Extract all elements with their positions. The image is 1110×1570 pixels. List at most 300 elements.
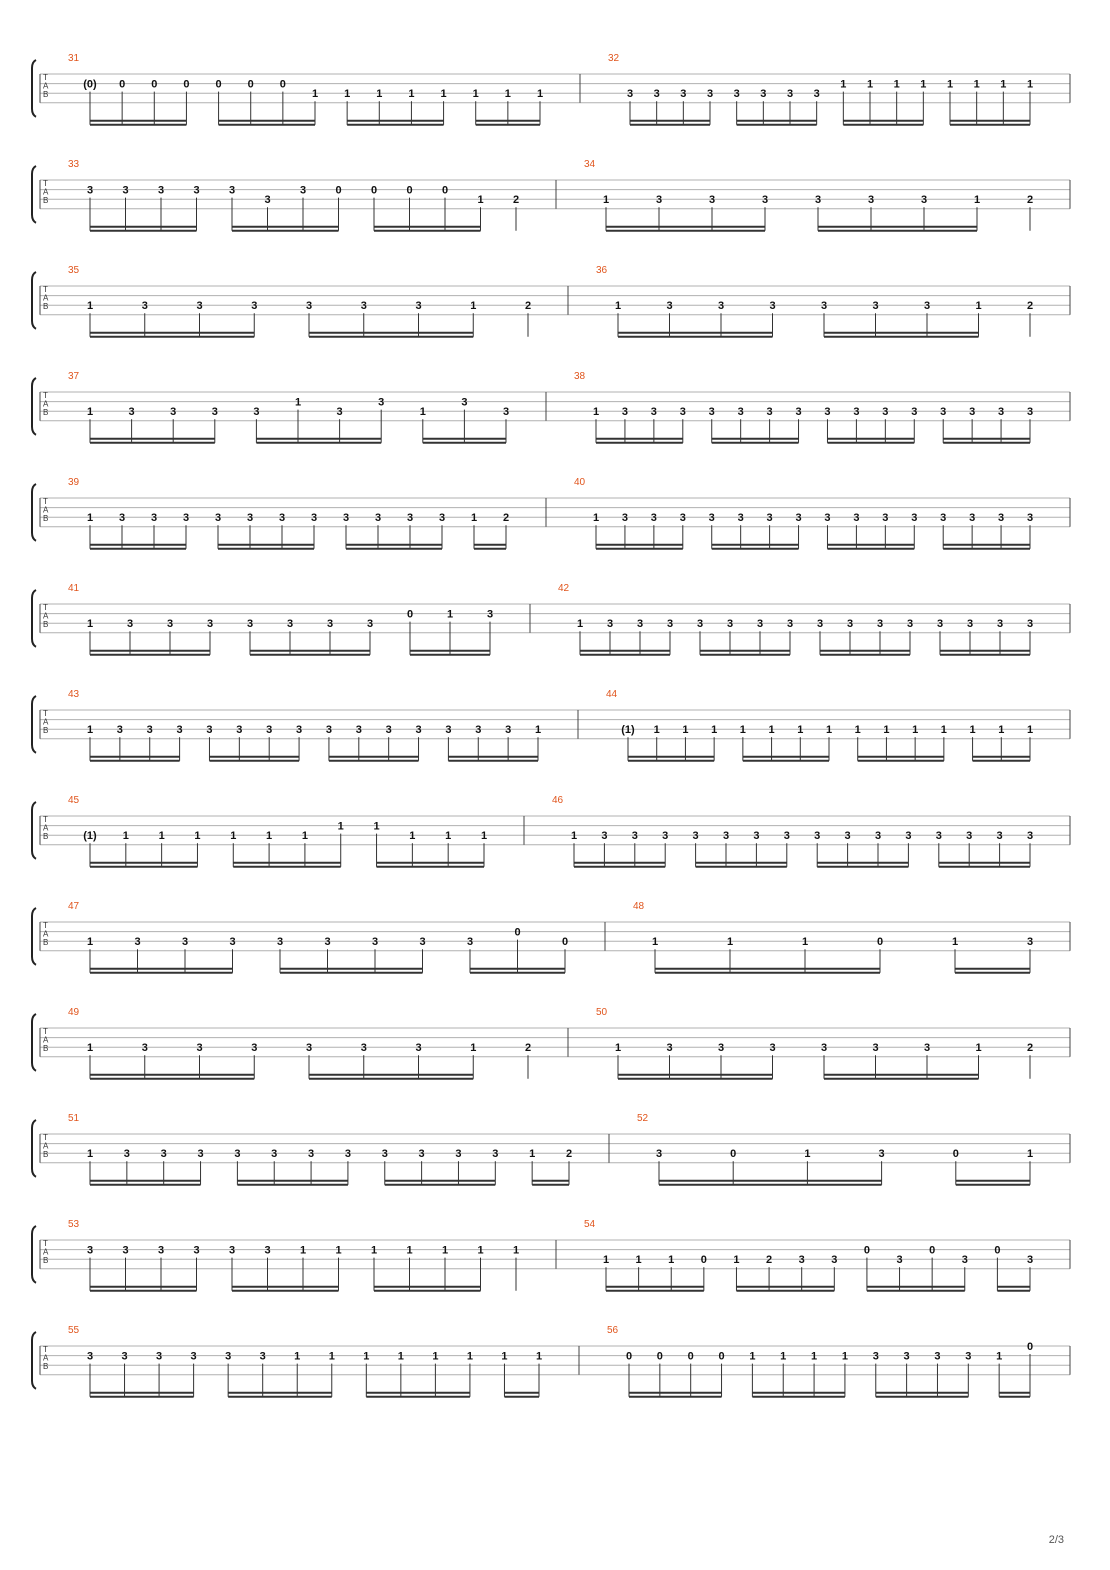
- fret-number: 0: [656, 1350, 663, 1363]
- fret-number: 3: [170, 406, 177, 419]
- fret-number: 3: [666, 300, 673, 313]
- fret-number: 1: [951, 936, 959, 949]
- fret-number: 1: [940, 724, 947, 737]
- fret-number: 1: [920, 78, 927, 91]
- measure-number: 41: [68, 583, 80, 594]
- fret-number: 0: [700, 1254, 707, 1267]
- fret-number: 1: [370, 1244, 378, 1257]
- measure: [637, 1113, 1033, 1185]
- fret-number: 3: [882, 512, 889, 525]
- fret-number: 0: [730, 1148, 737, 1161]
- tab-system: [32, 901, 1070, 973]
- tab-clef-letter: B: [43, 938, 49, 948]
- fret-number: 3: [935, 830, 942, 843]
- tab-clef-letter: A: [43, 717, 49, 727]
- fret-number: 3: [769, 1042, 776, 1055]
- measure: [633, 901, 1033, 973]
- fret-number: 1: [614, 1042, 622, 1055]
- tab-clef-letter: B: [43, 514, 49, 524]
- fret-number: 1: [299, 1244, 307, 1257]
- fret-number: 0: [406, 608, 414, 621]
- system-bracket: [32, 60, 36, 117]
- fret-number: 3: [786, 88, 794, 101]
- fret-number: 3: [867, 194, 875, 207]
- measure: [68, 1219, 519, 1291]
- tab-system: [32, 265, 1070, 337]
- fret-number: 3: [229, 936, 236, 949]
- fret-number: 3: [722, 830, 730, 843]
- fret-number: 3: [278, 512, 286, 525]
- tab-system: [32, 689, 1070, 761]
- fret-number: 1: [122, 830, 129, 843]
- measure-number: 44: [606, 689, 618, 700]
- fret-number: 0: [183, 78, 190, 91]
- fret-number: 3: [206, 618, 214, 631]
- fret-number: 3: [406, 512, 414, 525]
- fret-number: 3: [965, 1350, 972, 1363]
- fret-number: 1: [409, 830, 416, 843]
- fret-number: 1: [635, 1254, 642, 1267]
- fret-number: 1: [912, 724, 919, 737]
- measure: [596, 265, 1033, 337]
- system-bracket: [32, 802, 36, 859]
- fret-number: 3: [621, 512, 628, 525]
- measure: [596, 1007, 1033, 1079]
- tab-clef-letter: B: [43, 302, 49, 312]
- measure: [68, 901, 568, 973]
- fret-number: 3: [621, 406, 628, 419]
- fret-number: 1: [86, 1042, 94, 1055]
- fret-number: 3: [996, 830, 1003, 843]
- measure-number: 34: [584, 159, 596, 170]
- measure-number: 42: [558, 583, 570, 594]
- fret-number: 1: [477, 194, 484, 207]
- fret-number: 3: [911, 512, 918, 525]
- fret-number: 3: [193, 1244, 200, 1257]
- measure: [68, 371, 509, 443]
- fret-number: 3: [760, 88, 767, 101]
- tab-clef-letter: T: [43, 1027, 48, 1036]
- fret-number: 3: [795, 406, 802, 419]
- fret-number: 3: [813, 88, 820, 101]
- fret-number: 3: [305, 300, 313, 313]
- page-number: 2/3: [1048, 1534, 1064, 1546]
- fret-number: 1: [668, 1254, 675, 1267]
- fret-number: 3: [923, 1042, 931, 1055]
- tab-system: [32, 1219, 1070, 1291]
- fret-number: 0: [863, 1244, 870, 1257]
- fret-number: 1: [86, 618, 94, 631]
- measure-number: 38: [574, 371, 586, 382]
- tab-system: [32, 795, 1070, 867]
- fret-number: 1: [804, 1148, 811, 1161]
- fret-number: 1: [446, 608, 454, 621]
- measure: [584, 159, 1033, 231]
- tab-clef-letter: A: [43, 1247, 49, 1257]
- fret-number: 3: [824, 406, 831, 419]
- fret-number: 3: [733, 88, 740, 101]
- tab-clef-letter: A: [43, 187, 49, 197]
- fret-number: 3: [998, 406, 1005, 419]
- fret-number: 3: [271, 1148, 278, 1161]
- measure-number: 47: [68, 901, 80, 912]
- fret-number: 3: [299, 184, 307, 197]
- fret-number: 1: [576, 618, 584, 631]
- tab-clef-letter: T: [43, 285, 48, 294]
- fret-number: 1: [841, 1350, 848, 1363]
- fret-number: 1: [602, 1254, 610, 1267]
- fret-number: 3: [166, 618, 174, 631]
- tab-clef-letter: A: [43, 1035, 49, 1045]
- fret-number: 1: [1026, 1148, 1034, 1161]
- fret-number: 3: [122, 1244, 129, 1257]
- fret-number: 3: [150, 512, 158, 525]
- fret-number: 3: [157, 184, 165, 197]
- fret-number: 3: [708, 194, 716, 207]
- fret-number: 3: [814, 194, 822, 207]
- measure: [584, 1219, 1033, 1291]
- fret-number: 3: [631, 830, 638, 843]
- measure: [574, 371, 1033, 443]
- fret-number: 3: [160, 1148, 167, 1161]
- fret-number: 3: [324, 936, 331, 949]
- fret-number: 3: [961, 1254, 968, 1267]
- fret-number: 1: [86, 512, 94, 525]
- tab-system: [32, 1113, 1070, 1185]
- fret-number: 1: [477, 1244, 484, 1257]
- system-bracket: [32, 1332, 36, 1389]
- measure: [68, 265, 531, 337]
- fret-number: 3: [286, 618, 294, 631]
- fret-number: 1: [419, 406, 426, 419]
- measure: [68, 1325, 542, 1397]
- fret-number: 1: [440, 88, 447, 101]
- fret-number: 3: [1026, 830, 1034, 843]
- fret-number: 3: [872, 1042, 879, 1055]
- measure-number: 50: [596, 1007, 608, 1018]
- fret-number: 1: [535, 1350, 543, 1363]
- fret-number: 0: [561, 936, 569, 949]
- fret-number: 3: [756, 618, 764, 631]
- fret-number: 3: [196, 300, 203, 313]
- fret-number: 1: [86, 1148, 94, 1161]
- fret-number: 3: [911, 406, 918, 419]
- fret-number: 1: [373, 820, 380, 833]
- fret-number: 3: [141, 300, 148, 313]
- fret-number: 3: [679, 406, 686, 419]
- fret-number: 3: [655, 194, 663, 207]
- fret-number: 1: [158, 830, 165, 843]
- measure: [68, 583, 493, 655]
- fret-number: 1: [470, 300, 477, 313]
- fret-number: 0: [952, 1148, 959, 1161]
- fret-number: 0: [1026, 1341, 1034, 1353]
- fret-number: 3: [853, 512, 860, 525]
- fret-number: 3: [193, 184, 200, 197]
- system-bracket: [32, 1226, 36, 1283]
- fret-number: 1: [432, 1350, 439, 1363]
- fret-number: 1: [337, 820, 344, 833]
- measure: [606, 689, 1033, 761]
- tab-clef-letter: B: [43, 90, 49, 100]
- fret-number: 3: [355, 724, 362, 737]
- fret-number: 3: [121, 1350, 128, 1363]
- system-bracket: [32, 1014, 36, 1071]
- tab-clef-letter: A: [43, 1141, 49, 1151]
- fret-number: 1: [749, 1350, 756, 1363]
- fret-number: 3: [228, 1244, 236, 1257]
- fret-number: 3: [786, 618, 794, 631]
- tab-system: [32, 477, 1070, 549]
- fret-number: 3: [296, 724, 303, 737]
- tab-clef-letter: T: [43, 815, 48, 824]
- fret-number: 0: [994, 1244, 1001, 1257]
- tab-clef-letter: T: [43, 497, 48, 506]
- fret-number: 3: [872, 1350, 879, 1363]
- fret-number: 1: [397, 1350, 404, 1363]
- fret-number: 3: [342, 512, 350, 525]
- fret-number: 1: [592, 512, 600, 525]
- fret-number: 3: [606, 618, 614, 631]
- fret-number: 3: [461, 396, 468, 409]
- fret-number: 1: [653, 724, 660, 737]
- tab-clef-letter: T: [43, 1239, 48, 1248]
- fret-number: 3: [708, 512, 715, 525]
- fret-number: 3: [264, 1244, 271, 1257]
- fret-number: 3: [653, 88, 660, 101]
- fret-number: 3: [264, 194, 271, 207]
- system-bracket: [32, 272, 36, 329]
- fret-number: 1: [230, 830, 237, 843]
- fret-number: 2: [524, 1042, 532, 1055]
- fret-number: 0: [119, 78, 126, 91]
- fret-number: 2: [1026, 300, 1034, 313]
- fret-number: 3: [876, 618, 884, 631]
- tab-clef-letter: T: [43, 921, 48, 930]
- fret-number: 1: [441, 1244, 449, 1257]
- fret-number: 3: [214, 512, 222, 525]
- fret-number: 3: [196, 1042, 203, 1055]
- fret-number: 1: [344, 88, 351, 101]
- tab-clef-letter: T: [43, 603, 48, 612]
- fret-number: 0: [876, 936, 884, 949]
- fret-number: 3: [211, 406, 218, 419]
- tab-system: [32, 1325, 1070, 1397]
- fret-number: 1: [311, 88, 319, 101]
- fret-number: 0: [279, 78, 286, 91]
- fret-number: 3: [492, 1148, 499, 1161]
- fret-number: 0: [370, 184, 378, 197]
- fret-number: 0: [441, 184, 449, 197]
- tab-system: [32, 159, 1070, 231]
- fret-number: 1: [711, 724, 718, 737]
- fret-number: 0: [247, 78, 254, 91]
- fret-number: 3: [141, 1042, 148, 1055]
- fret-number: 1: [592, 406, 600, 419]
- fret-number: 3: [310, 512, 318, 525]
- fret-number: 1: [470, 1042, 477, 1055]
- tab-system: [32, 53, 1070, 125]
- fret-number: 1: [406, 1244, 413, 1257]
- fret-number: 3: [662, 830, 669, 843]
- fret-number: 3: [475, 724, 482, 737]
- fret-number: 1: [726, 936, 734, 949]
- fret-number: 1: [86, 406, 94, 419]
- measure: [608, 53, 1033, 125]
- fret-number: 1: [801, 936, 809, 949]
- fret-number: 3: [438, 512, 446, 525]
- fret-number: 0: [151, 78, 158, 91]
- fret-number: 3: [502, 406, 510, 419]
- tab-clef-letter: T: [43, 1133, 48, 1142]
- fret-number: 3: [706, 88, 714, 101]
- fret-number: 3: [795, 512, 802, 525]
- fret-number: (1): [621, 724, 635, 737]
- fret-number: 3: [844, 830, 851, 843]
- measure: [68, 1113, 572, 1185]
- system-bracket: [32, 696, 36, 753]
- fret-number: 3: [831, 1254, 838, 1267]
- fret-number: 3: [824, 512, 831, 525]
- fret-number: 3: [766, 512, 773, 525]
- tab-clef-letter: T: [43, 73, 48, 82]
- fret-number: 1: [866, 78, 874, 91]
- fret-number: 1: [614, 300, 622, 313]
- fret-number: 3: [940, 406, 947, 419]
- fret-number: 3: [122, 184, 129, 197]
- fret-number: 3: [378, 396, 385, 409]
- fret-number: 3: [737, 512, 744, 525]
- tab-clef-letter: B: [43, 1044, 49, 1054]
- measure-number: 35: [68, 265, 80, 276]
- measure-number: 45: [68, 795, 80, 806]
- fret-number: 1: [733, 1254, 740, 1267]
- fret-number: 3: [123, 1148, 130, 1161]
- tab-clef-letter: B: [43, 726, 49, 736]
- tab-clef-letter: T: [43, 709, 48, 718]
- fret-number: 1: [376, 88, 383, 101]
- fret-number: 3: [996, 618, 1004, 631]
- fret-number: 3: [650, 406, 657, 419]
- fret-number: 1: [534, 724, 542, 737]
- fret-number: 3: [466, 936, 474, 949]
- fret-number: 3: [326, 618, 334, 631]
- fret-number: 3: [906, 618, 914, 631]
- measure-number: 36: [596, 265, 608, 276]
- fret-number: 3: [116, 724, 123, 737]
- fret-number: 3: [259, 1350, 266, 1363]
- fret-number: 0: [929, 1244, 936, 1257]
- measure-number: 52: [637, 1113, 649, 1124]
- fret-number: 3: [878, 1148, 885, 1161]
- fret-number: (1): [83, 830, 97, 843]
- measure-number: 55: [68, 1325, 80, 1336]
- tab-clef-letter: B: [43, 620, 49, 630]
- fret-number: 3: [228, 184, 236, 197]
- fret-number: 3: [176, 724, 183, 737]
- measure-number: 43: [68, 689, 80, 700]
- fret-number: 0: [514, 926, 521, 939]
- fret-number: 3: [236, 724, 243, 737]
- fret-number: 0: [687, 1350, 694, 1363]
- fret-number: 3: [134, 936, 141, 949]
- fret-number: 1: [682, 724, 689, 737]
- fret-number: 3: [853, 406, 860, 419]
- measure-number: 56: [607, 1325, 619, 1336]
- fret-number: 3: [344, 1148, 351, 1161]
- fret-number: 3: [636, 618, 644, 631]
- fret-number: 3: [251, 1042, 258, 1055]
- fret-number: 3: [966, 618, 974, 631]
- fret-number: 3: [920, 194, 928, 207]
- fret-number: 0: [406, 184, 413, 197]
- fret-number: 0: [335, 184, 342, 197]
- measure: [558, 583, 1033, 655]
- fret-number: 1: [466, 1350, 473, 1363]
- tab-clef-letter: T: [43, 1345, 48, 1354]
- fret-number: 3: [626, 88, 634, 101]
- measure-number: 48: [633, 901, 645, 912]
- fret-number: 3: [157, 1244, 165, 1257]
- fret-number: 3: [86, 184, 94, 197]
- fret-number: 3: [679, 512, 686, 525]
- fret-number: 1: [301, 830, 308, 843]
- fret-number: 3: [874, 830, 882, 843]
- fret-number: 3: [418, 1148, 425, 1161]
- fret-number: 3: [903, 1350, 910, 1363]
- fret-number: 3: [325, 724, 332, 737]
- fret-number: 3: [969, 406, 976, 419]
- fret-number: 1: [811, 1350, 818, 1363]
- fret-number: 3: [505, 724, 512, 737]
- measure: [68, 1007, 531, 1079]
- fret-number: 3: [872, 300, 879, 313]
- fret-number: 1: [194, 830, 201, 843]
- fret-number: 1: [739, 724, 746, 737]
- fret-number: 3: [415, 1042, 422, 1055]
- fret-number: 3: [336, 406, 343, 419]
- fret-number: 1: [996, 1350, 1003, 1363]
- measure: [552, 795, 1033, 867]
- measure-number: 31: [68, 53, 80, 64]
- fret-number: 1: [602, 194, 610, 207]
- tab-clef-letter: A: [43, 823, 49, 833]
- tab-system: [32, 371, 1070, 443]
- measure: [574, 477, 1033, 549]
- fret-number: 3: [846, 618, 854, 631]
- fret-number: 3: [1026, 512, 1034, 525]
- fret-number: 2: [1026, 1042, 1034, 1055]
- system-bracket: [32, 590, 36, 647]
- fret-number: 1: [266, 830, 273, 843]
- fret-number: 3: [455, 1148, 462, 1161]
- fret-number: 3: [1026, 936, 1034, 949]
- measure-number: 49: [68, 1007, 80, 1018]
- fret-number: 3: [769, 300, 776, 313]
- measure: [68, 795, 487, 867]
- system-bracket: [32, 166, 36, 223]
- fret-number: 2: [565, 1148, 573, 1161]
- fret-number: 1: [445, 830, 452, 843]
- measure-number: 33: [68, 159, 80, 170]
- fret-number: 3: [126, 618, 134, 631]
- fret-number: 1: [969, 724, 976, 737]
- fret-number: 3: [156, 1350, 163, 1363]
- fret-number: 3: [737, 406, 744, 419]
- fret-number: 3: [966, 830, 973, 843]
- fret-number: 1: [973, 78, 980, 91]
- measure: [68, 689, 541, 761]
